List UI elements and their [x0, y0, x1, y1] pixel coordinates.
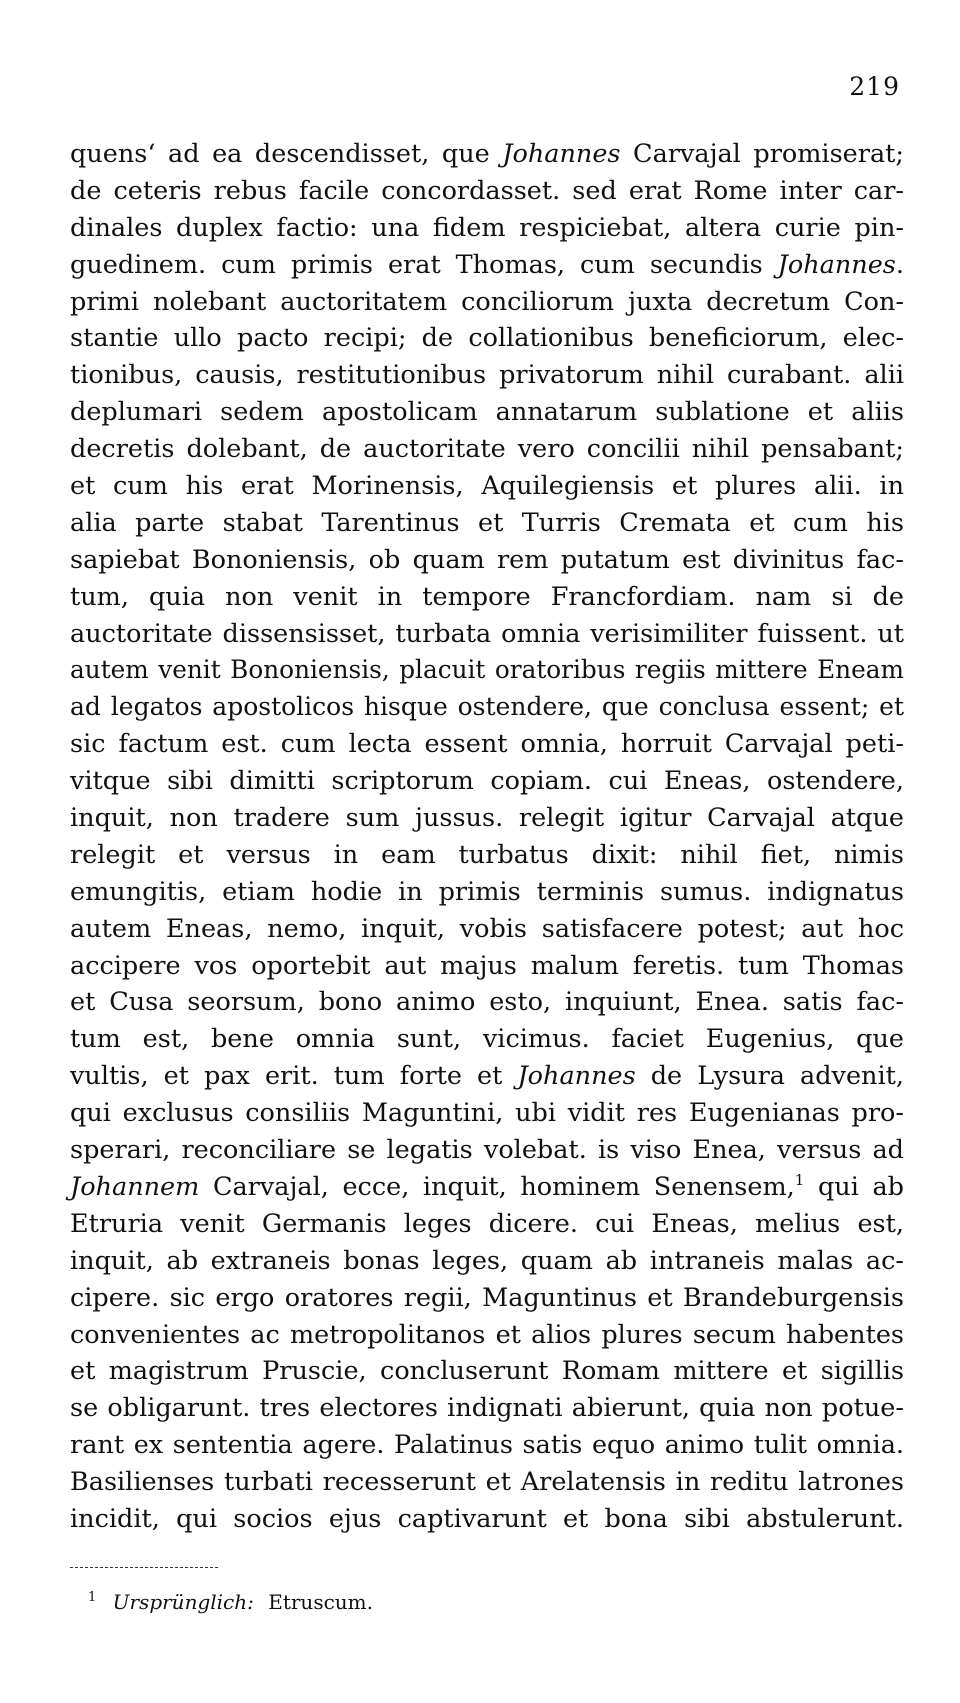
text-line: [70, 468, 904, 505]
text-segment: vitque sibi dimitti scriptorum copiam. cui Eneas, ostendere,: [70, 766, 904, 797]
text-segment: dinales duplex factio: una fidem respiciebat, altera curie pin-: [70, 212, 904, 243]
text-line: [70, 948, 904, 985]
text-line: [70, 320, 904, 357]
text-line: [70, 1243, 904, 1280]
text-segment: Basilienses turbati recesserunt et Arelatensis in reditu latrones: [70, 1467, 904, 1498]
text-line: [70, 284, 904, 321]
italic-name: Johannes: [517, 1061, 636, 1092]
text-line: [70, 357, 904, 394]
text-segment: vultis, et pax erit. tum forte et: [70, 1061, 518, 1092]
text-line: [70, 431, 904, 468]
text-segment: deplumari sedem apostolicam annatarum sublatione et aliis: [70, 397, 904, 428]
page-number: 219: [849, 72, 900, 101]
text-segment: tionibus, causis, restitutionibus privatorum nihil curabant. alii: [70, 360, 904, 391]
footnote-label: Ursprünglich:: [112, 1590, 254, 1614]
text-segment: incidit, qui socios ejus captivarunt et bona sibi abstulerunt.: [70, 1503, 904, 1534]
footnote-separator: [70, 1567, 218, 1568]
text-segment: autem venit Bononiensis, placuit oratoribus regiis mittere Eneam: [70, 655, 904, 685]
text-segment: Carvajal, ecce, inquit, hominem Senensem,: [199, 1171, 795, 1202]
text-segment: et Cusa seorsum, bono animo esto, inquiunt, Enea. satis fac-: [70, 987, 904, 1018]
text-segment: guedinem. cum primis erat Thomas, cum secundis: [70, 249, 778, 280]
text-line: [70, 652, 904, 689]
text-segment: qui exclusus consiliis Maguntini, ubi vidit res Eugenianas pro-: [70, 1098, 904, 1129]
text-segment: sic factum est. cum lecta essent omnia, horruit Carvajal peti-: [70, 729, 904, 760]
text-segment: relegit et versus in eam turbatus dixit: nihil fiet, nimis: [70, 839, 904, 870]
text-segment: cipere. sic ergo oratores regii, Maguntinus et Brandeburgensis: [70, 1282, 904, 1313]
text-segment: tum est, bene omnia sunt, vicimus. faciet Eugenius, que: [70, 1024, 904, 1055]
text-line: [70, 616, 904, 653]
text-segment: Carvajal promiserat;: [620, 139, 904, 169]
text-segment: alia parte stabat Tarentinus et Turris Cremata et cum his: [70, 507, 904, 538]
text-line: [70, 1353, 904, 1390]
text-line: [70, 542, 904, 579]
text-line: [70, 1427, 904, 1464]
text-line: [70, 1169, 904, 1206]
text-line: [70, 173, 904, 210]
text-line: [70, 1317, 904, 1354]
text-line: [70, 247, 904, 284]
text-segment: quens‘ ad ea descendisset, que: [70, 139, 503, 169]
text-segment: auctoritate dissensisset, turbata omnia verisimiliter fuissent. ut: [70, 618, 904, 649]
text-line: [70, 210, 904, 247]
text-segment: se obligarunt. tres electores indignati abierunt, quia non potue-: [70, 1393, 904, 1424]
footnote-mark: 1: [88, 1590, 97, 1605]
text-segment: sapiebat Bononiensis, ob quam rem putatum est divinitus fac-: [70, 544, 904, 575]
text-segment: inquit, non tradere sum jussus. relegit igitur Carvajal atque: [70, 803, 904, 834]
text-segment: emungitis, etiam hodie in primis terminis sumus. indignatus: [70, 876, 904, 907]
text-line: [70, 1206, 904, 1243]
italic-name: Johannes: [502, 139, 621, 169]
italic-name: Johannes: [777, 249, 896, 280]
text-line: [70, 1021, 904, 1058]
text-segment: et cum his erat Morinensis, Aquilegiensis et plures alii. in: [70, 471, 904, 502]
text-line: [70, 1501, 904, 1538]
text-line: [70, 800, 904, 837]
text-segment: rant ex sententia agere. Palatinus satis equo animo tulit omnia.: [70, 1430, 904, 1461]
text-segment: stantie ullo pacto recipi; de collationibus beneficiorum, elec-: [70, 323, 904, 354]
text-line: [70, 726, 904, 763]
text-line: [70, 136, 904, 173]
text-line: [70, 1058, 904, 1095]
text-segment: ad legatos apostolicos hisque ostendere, que conclusa essent; et: [70, 692, 904, 722]
text-line: [70, 911, 904, 948]
text-segment: primi nolebant auctoritatem conciliorum juxta decretum Con-: [70, 286, 904, 317]
text-line: [70, 394, 904, 431]
italic-name: Johannem: [70, 1171, 200, 1202]
text-segment: de ceteris rebus facile concordasset. sed erat Rome inter car-: [70, 175, 904, 206]
text-line: [70, 763, 904, 800]
text-segment: tum, quia non venit in tempore Francfordiam. nam si de: [70, 581, 904, 612]
text-segment: convenientes ac metropolitanos et alios plures secum habentes: [70, 1319, 904, 1350]
text-line: [70, 1464, 904, 1501]
text-segment: qui ab: [804, 1171, 904, 1202]
text-segment: sperari, reconciliare se legatis volebat. is viso Enea, versus ad: [70, 1135, 904, 1166]
footnote-text: Etruscum.: [268, 1590, 373, 1614]
text-line: [70, 689, 904, 726]
text-segment: autem Eneas, nemo, inquit, vobis satisfacere potest; aut hoc: [70, 913, 904, 944]
footnote-reference: 1: [794, 1170, 805, 1189]
text-line: [70, 837, 904, 874]
text-segment: de Lysura advenit,: [635, 1061, 904, 1092]
text-line: [70, 505, 904, 542]
text-line: [70, 1390, 904, 1427]
text-segment: et magistrum Pruscie, concluserunt Romam mittere et sigillis: [70, 1356, 904, 1387]
text-line: [70, 1132, 904, 1169]
text-segment: Etruria venit Germanis leges dicere. cui Eneas, melius est,: [70, 1208, 904, 1239]
text-line: [70, 1280, 904, 1317]
text-segment: accipere vos oportebit aut majus malum feretis. tum Thomas: [70, 950, 904, 981]
text-segment: inquit, ab extraneis bonas leges, quam ab intraneis malas ac-: [70, 1245, 904, 1276]
main-text: [70, 136, 904, 1538]
text-line: [70, 579, 904, 616]
footnote: [88, 1584, 373, 1616]
text-segment: .: [895, 249, 904, 280]
text-line: [70, 984, 904, 1021]
text-line: [70, 874, 904, 911]
text-segment: decretis dolebant, de auctoritate vero concilii nihil pensabant;: [70, 434, 904, 465]
text-line: [70, 1095, 904, 1132]
